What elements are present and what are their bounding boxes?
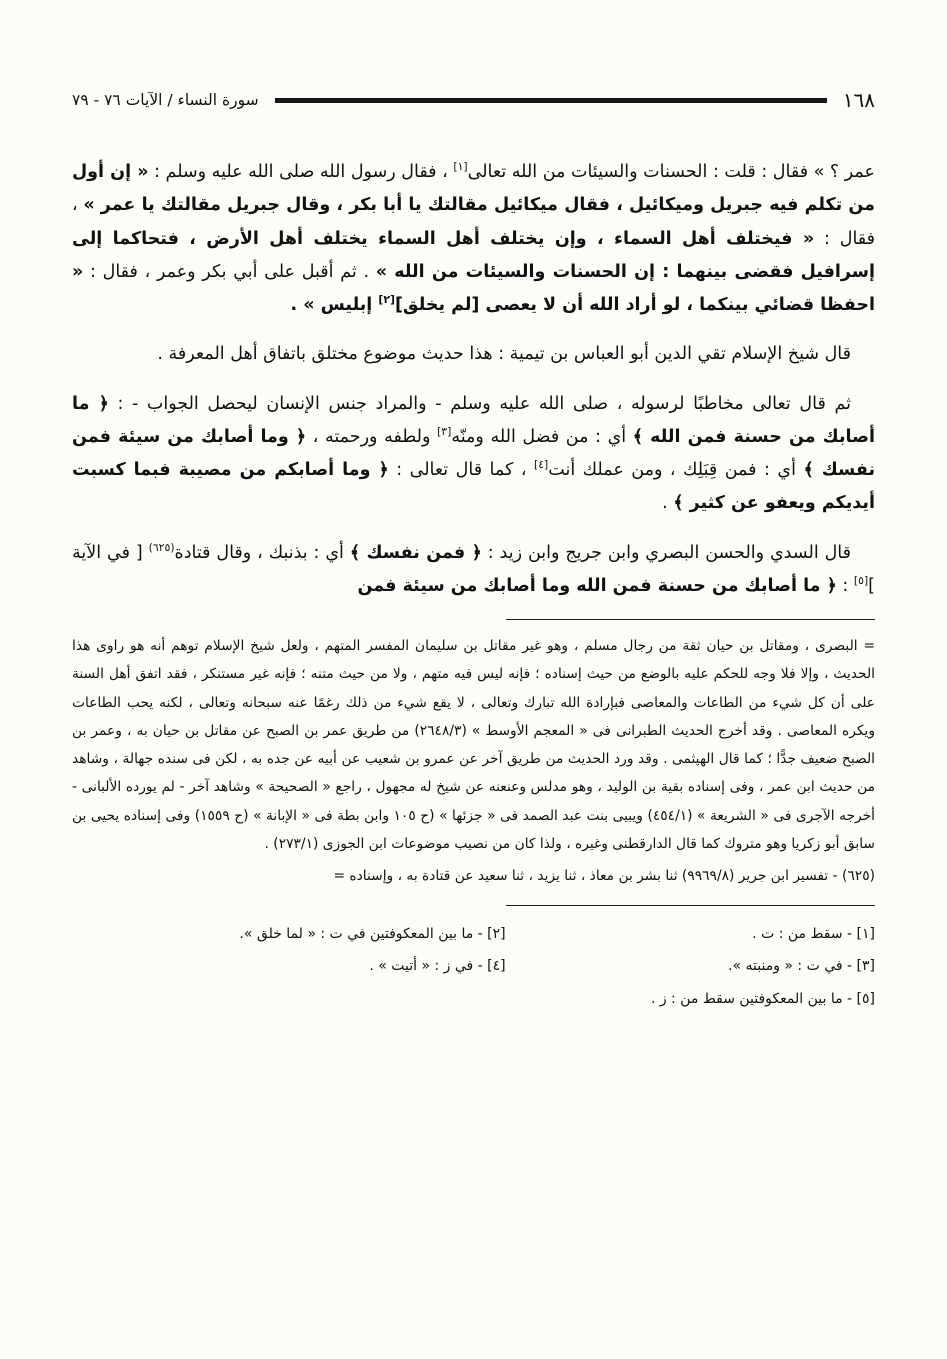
text-segment: أي : فمن قِبَلِك ، ومن عملك أنت	[548, 460, 804, 480]
text-segment: أي : بذنبك ، وقال قتادة	[174, 542, 350, 563]
footnotes-block	[72, 632, 875, 891]
text-segment: قال شيخ الإسلام تقي الدين أبو العباس بن تيمية : هذا حديث موضوع مختلق باتفاق أهل المعرفة .	[157, 344, 851, 365]
text-segment: ثم قال تعالى مخاطبًا لرسوله ، صلى الله عليه وسلم - والمراد جنس الإنسان ليحصل الجواب - :	[108, 393, 851, 414]
apparatus-note-3: [٣] - في ت : « ومنبته ».	[728, 958, 875, 975]
text-segment: :	[836, 575, 854, 596]
text-segment: ، فقال :	[72, 195, 875, 249]
text-segment: ﴿ فمن نفسك ﴾	[349, 542, 482, 563]
text-segment: أي : من فضل الله ومنّه	[451, 426, 633, 447]
paragraph-qatadah	[72, 537, 875, 604]
running-head: سورة النساء / الآيات ٧٦ - ٧٩	[72, 91, 259, 109]
apparatus-separator	[506, 905, 875, 906]
text-segment: ولطفه ورحمته ،	[306, 426, 438, 447]
text-segment: ، كما قال تعالى :	[388, 460, 534, 480]
footnote-625: (٦٢٥) - تفسير ابن جرير (٩٩٦٩/٨) ثنا بشر بن معاذ ، ثنا يزيد ، ثنا سعيد عن قتادة به ، وإسناده =	[333, 868, 875, 885]
header-rule	[275, 98, 827, 103]
footnote-marker: [٥]	[853, 573, 869, 587]
footnote-separator	[506, 619, 875, 620]
footnote-marker: [٣]	[437, 424, 452, 438]
footnote-continuation: = البصرى ، ومقاتل بن حيان ثقة من رجال مسلم ، وهو غير مقاتل بن سليمان المفسر المتهم ، ولعل شيخ الإسلام توهم أنه هو راوى هذا الحديث ، وإلا فلا وجه للحكم عليه بالوضع من حيث إسناده ؛ فإنه ليس فيه متهم ، ولا من حيث متنه ؛ فإنه غير مستنكر ، فقد اتفق أهل السنة على أن كل شيء من الطاعات والمعاصى فبإرادة الله تبارك وتعالى ، لا يقع شيء من ذلك رغمًا عنه سبحانه وتعالى ، لكنه يحب الطاعات ويكره المعاصى . وقد أخرج الحديث الطبرانى فى « المعجم الأوسط » (٢٦٤٨/٣) من طريق عمر بن الصبح عن مقاتل بن حيان به ، وعمر بن الصبح ضعيف جدًّا ؛ كما قال الهيثمى . وقد ورد الحديث من طريق آخر عن عمرو بن شعيب عن أبيه عن جده به ، لكن فى سنده جهالة ، وشاهد من حديث ابن عمر ، وفى إسناده بقية بن الوليد ، وهو مدلس وعنعنه عن شيخ له مجهول ، راجع « الصحيحة » وشاهد آخر - لم يورده الألبانى - أخرجه الآجرى فى « الشريعة » (٤٥٤/١) ويبيى بنت عبد الصمد فى « جزئها » (ح ١٠٥ وابن بطة فى « الإبانة » (ح ١٥٥٩) وفى إسناده يحيى بن سابق أبو زكريا وهو متروك كما قال الدارقطنى وغيره ، ولذا كان من نصيب موضوعات ابن الجوزى (٢٧٣/١) .	[72, 638, 875, 852]
apparatus-notes	[72, 918, 875, 1017]
apparatus-note-empty	[72, 983, 506, 1016]
page-header	[72, 88, 875, 112]
text-segment: « فيختلف أهل السماء ، وإن يختلف أهل السماء يختلف أهل الأرض ، فتحاكما إلى إسرافيل فقضى بينهما : إن الحسنات والسيئات من الله »	[72, 228, 875, 282]
apparatus-row	[72, 983, 875, 1016]
text-segment: عمر ؟ » فقال : قلت : الحسنات والسيئات من الله تعالى	[467, 162, 875, 182]
paragraph-ibn-taymiyyah	[72, 338, 875, 371]
text-segment: « احفظا قضائي بينكما ، لو أراد الله أن لا يعصى [لم يخلق]	[72, 261, 875, 315]
apparatus-row	[72, 918, 875, 951]
page-number: ١٦٨	[842, 88, 875, 112]
text-segment: ﴿ ما أصابك من حسنة فمن الله ﴾	[72, 393, 876, 447]
footnote-marker: (٦٢٥)	[148, 540, 175, 554]
main-text	[72, 156, 875, 603]
text-segment: قال السدي والحسن البصري وابن جريج وابن زيد :	[481, 542, 851, 563]
footnote-marker: [١]	[453, 160, 468, 174]
apparatus-note-2: [٢] - ما بين المعكوفتين في ت : « لما خلق ».	[239, 925, 506, 942]
text-segment: إبليس » .	[290, 295, 379, 315]
apparatus-row	[72, 950, 875, 983]
text-segment: « إن أول من تكلم فيه جبريل وميكائيل ، فقال ميكائيل مقالتك يا أبا بكر ، وقال جبريل مقالتك يا عمر »	[72, 162, 875, 216]
text-segment: ، فقال رسول الله صلى الله عليه وسلم :	[148, 162, 454, 182]
footnote-marker: [٤]	[533, 458, 549, 472]
paragraph-hadith	[72, 156, 875, 322]
text-segment: ﴿ ما أصابك من حسنة فمن الله وما أصابك من سيئة فمن	[357, 575, 837, 596]
paragraph-tafsir-verse	[72, 388, 875, 521]
footnote-marker: [٢]	[378, 293, 395, 307]
text-segment: .	[662, 493, 674, 514]
apparatus-note-4: [٤] - في ز : « أتيت » .	[369, 958, 506, 975]
apparatus-note-1: [١] - سقط من : ت .	[752, 925, 875, 942]
apparatus-note-5: [٥] - ما بين المعكوفتين سقط من : ز .	[650, 991, 875, 1008]
text-segment: ﴿ وما أصابكم من مصيبة فبما كسبت أيديكم ويعفو عن كثير ﴾	[72, 460, 875, 514]
text-segment: ﴿ وما أصابك من سيئة فمن نفسك ﴾	[72, 426, 876, 480]
text-segment: . ثم أقبل على أبي بكر وعمر ، فقال :	[83, 261, 376, 282]
text-segment: [ في الآية ]	[72, 542, 875, 596]
